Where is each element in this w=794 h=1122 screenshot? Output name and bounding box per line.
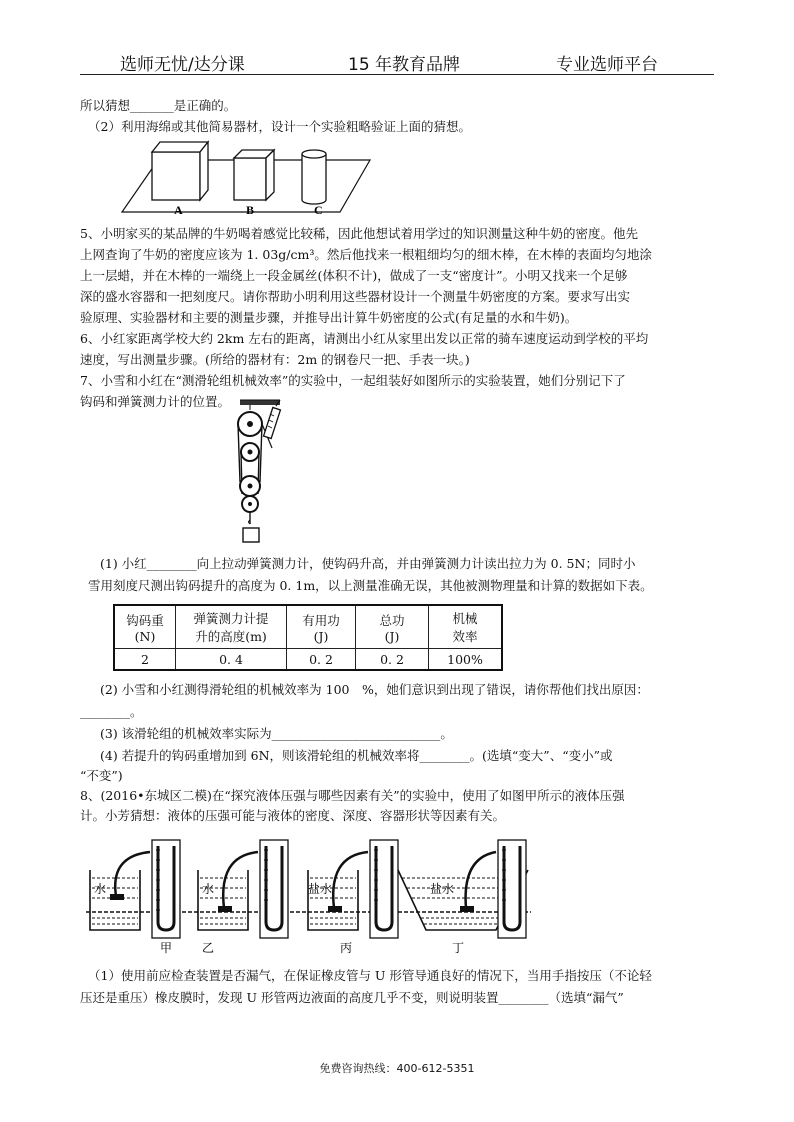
label-a: A — [174, 203, 183, 217]
table-header-row — [114, 605, 502, 649]
text-line: 压还是重压）橡皮膜时，发现 U 形管两边液面的高度几乎不变，则说明装置________（选填“漏气” — [80, 990, 624, 1005]
table-cell: 0. 4 — [176, 649, 287, 671]
text-line: 所以猜想_______是正确的。 — [80, 98, 237, 113]
blocks-figure — [118, 138, 380, 220]
liquid-label: 盐水 — [430, 882, 455, 896]
text-line: 上一层蜡，并在木棒的一端绕上一段金属丝(体积不计)，做成了一支“密度计”。小明又找来一个足够 — [80, 268, 628, 283]
text-line: (2) 小雪和小红测得滑轮组的机械效率为 100 %，她们意识到出现了错误，请你帮他们找出原因： — [100, 682, 649, 697]
text-line: 5、小明家买的某品牌的牛奶喝着感觉比较稀，因此他想试着用学过的知识测量这种牛奶的密度。他先 — [80, 226, 638, 241]
text-line: 雪用刻度尺测出钩码提升的高度为 0. 1m，以上测量准确无误，其他被测物理量和计算的数据如下表。 — [88, 578, 653, 593]
table-header-cell: 总功 (J) — [356, 605, 429, 649]
text-line: 速度，写出测量步骤。(所给的器材有：2m 的钢卷尺一把、手表一块。) — [80, 352, 470, 367]
liquid-label: 水 — [94, 882, 107, 896]
text-line: 6、小红家距离学校大约 2km 左右的距离，请测出小红从家里出发以正常的骑车速度运动到学校的平均 — [80, 331, 649, 346]
text-line: ________。 — [80, 704, 143, 719]
text-line: （1）使用前应检查装置是否漏气，在保证橡皮管与 U 形管导通良好的情况下，当用手指按压（不论轻 — [88, 968, 652, 983]
caption-jia: 甲 — [160, 941, 173, 954]
text-line: 7、小雪和小红在“测滑轮组机械效率”的实验中，一起组装好如图所示的实验装置，她们分别记下了 — [80, 373, 626, 388]
caption-bing: 丙 — [340, 941, 353, 954]
header-center: 15 年教育品牌 — [348, 55, 461, 75]
text-line: 上网查询了牛奶的密度应该为 1. 03g/cm³。然后他找来一根粗细均匀的细木棒，在木棒的表面均匀地涂 — [80, 247, 652, 262]
beaker-bing — [308, 840, 398, 954]
table-cell: 0. 2 — [287, 649, 356, 671]
text-line: 8、(2016•东城区二模)在“探究液体压强与哪些因素有关”的实验中，使用了如图甲所示的液体压强 — [80, 788, 625, 803]
text-line: (4) 若提升的钩码重增加到 6N，则该滑轮组的机械效率将________。(选填“变大”、“变小”或 — [100, 748, 613, 763]
text-line: 验原理、实验器材和主要的测量步骤，并推导出计算牛奶密度的公式(有足量的水和牛奶)。 — [80, 310, 578, 325]
label-b: B — [246, 203, 255, 217]
table-header-cell: 钩码重 (N) — [114, 605, 176, 649]
table-header-cell: 有用功 (J) — [287, 605, 356, 649]
text-line: 计。小芳猜想：液体的压强可能与液体的密度、深度、容器形状等因素有关。 — [80, 808, 506, 823]
header-right: 专业选师平台 — [556, 55, 658, 75]
text-line: (3) 该滑轮组的机械效率实际为___________________________。 — [100, 726, 453, 741]
liquid-label: 盐水 — [308, 882, 333, 896]
caption-ding: 丁 — [452, 941, 465, 954]
table-header-cell: 弹簧测力计提 升的高度(m) — [176, 605, 287, 649]
liquid-label: 水 — [202, 882, 215, 896]
pulley-figure — [226, 396, 296, 548]
beaker-jia — [90, 840, 180, 954]
text-line: (1) 小红________向上拉动弹簧测力计，使钩码升高，并由弹簧测力计读出拉力为 0. 5N；同时小 — [100, 556, 636, 571]
data-table — [113, 604, 503, 671]
text-line: 钩码和弹簧测力计的位置。 — [80, 394, 231, 409]
table-cell: 0. 2 — [356, 649, 429, 671]
text-line: 深的盛水容器和一把刻度尺。请你帮助小明利用这些器材设计一个测量牛奶密度的方案。要求写出实 — [80, 289, 631, 304]
header-left: 选师无忧/达分课 — [120, 55, 245, 75]
table-row — [114, 649, 502, 671]
caption-yi: 乙 — [202, 941, 215, 954]
page-header — [80, 48, 714, 75]
text-line: “不变”) — [80, 768, 123, 783]
page-footer: 免费咨询热线：400-612-5351 — [319, 1062, 475, 1075]
table-cell: 2 — [114, 649, 176, 671]
text-line: （2）利用海绵或其他简易器材，设计一个实验粗略验证上面的猜想。 — [88, 119, 471, 134]
label-c: C — [314, 203, 323, 217]
table-header-cell: 机械 效率 — [429, 605, 503, 649]
table-cell: 100% — [429, 649, 503, 671]
beaker-yi — [198, 840, 288, 954]
liquid-pressure-figure — [86, 830, 536, 954]
beaker-ding — [398, 840, 528, 954]
